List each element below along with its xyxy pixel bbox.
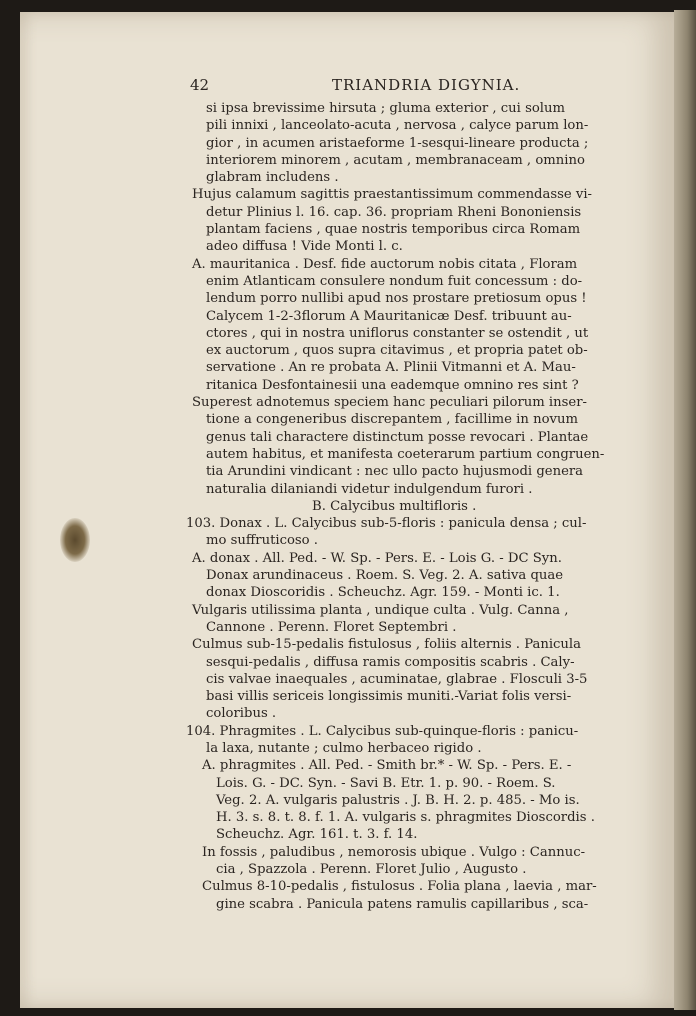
text-line: adeo diffusa ! Vide Monti l. c.	[206, 239, 403, 255]
text-line: Donax arundinaceus . Roem. S. Veg. 2. A. sativa quae	[206, 568, 564, 584]
text-line: ritanica Desfontainesii una eademque omnino res sint ?	[206, 377, 579, 393]
text-line: B. Calycibus multifloris .	[312, 498, 477, 514]
text-line: gine scabra . Panicula patens ramulis capillaribus , sca-	[216, 896, 589, 912]
text-line: mo suffruticoso .	[206, 533, 318, 549]
text-line: sesqui-pedalis , diffusa ramis compositis scabris . Caly-	[206, 654, 575, 670]
text-line: Culmus sub-15-pedalis fistulosus , foliis alternis . Panicula	[192, 637, 582, 653]
text-line: coloribus .	[206, 706, 277, 722]
page-number: 42	[190, 76, 210, 94]
text-line: 103. Donax . L. Calycibus sub-5-floris : panicula densa ; cul-	[186, 516, 587, 532]
text-line: A. donax . All. Ped. - W. Sp. - Pers. E. - Lois G. - DC Syn.	[192, 550, 562, 566]
text-line: la laxa, nutante ; culmo herbaceo rigido .	[206, 740, 482, 756]
text-line: H. 3. s. 8. t. 8. f. 1. A. vulgaris s. phragmites Dioscordis .	[216, 810, 595, 826]
ink-stain	[60, 518, 90, 562]
text-line: Scheuchz. Agr. 161. t. 3. f. 14.	[216, 827, 418, 843]
page-header	[186, 76, 638, 96]
text-line: Veg. 2. A. vulgaris palustris . J. B. H. 2. p. 485. - Mo is.	[216, 792, 580, 808]
text-line: Calycem 1-2-3florum A Mauritanicæ Desf. tribuunt au-	[206, 308, 572, 324]
text-line: A. phragmites . All. Ped. - Smith br.* - W. Sp. - Pers. E. -	[202, 758, 572, 774]
text-line: enim Atlanticam consulere nondum fuit concessum : do-	[206, 273, 583, 289]
text-line: genus tali charactere distinctum posse revocari . Plantae	[206, 429, 589, 445]
text-line: Lois. G. - DC. Syn. - Savi B. Etr. 1. p. 90. - Roem. S.	[216, 775, 556, 791]
text-line: Vulgaris utilissima planta , undique culta . Vulg. Canna ,	[192, 602, 569, 618]
text-line: gior , in acumen aristaeforme 1-sesqui-lineare producta ;	[206, 135, 589, 151]
page-edge	[674, 10, 696, 1010]
text-line: A. mauritanica . Desf. fide auctorum nobis citata , Floram	[192, 256, 578, 272]
text-line: tia Arundini vindicant : nec ullo pacto hujusmodi genera	[206, 464, 584, 480]
text-line: pili innixi , lanceolato-acuta , nervosa , calyce parum lon-	[206, 118, 589, 134]
text-line: donax Dioscoridis . Scheuchz. Agr. 159. - Monti ic. 1.	[206, 585, 560, 601]
text-line: 104. Phragmites . L. Calycibus sub-quinque-floris : panicu-	[186, 723, 579, 739]
text-line: Cannone . Perenn. Floret Septembri .	[206, 619, 457, 635]
text-line: tione a congeneribus discrepantem , facillime in novum	[206, 412, 578, 428]
text-line: cia , Spazzola . Perenn. Floret Julio , Augusto .	[216, 862, 527, 878]
text-line: Culmus 8-10-pedalis , fistulosus . Folia plana , laevia , mar-	[202, 879, 597, 895]
text-line: detur Plinius l. 16. cap. 36. propriam Rheni Bononiensis	[206, 204, 582, 220]
text-line: si ipsa brevissime hirsuta ; gluma exterior , cui solum	[206, 101, 566, 116]
text-line: glabram includens .	[206, 170, 339, 186]
text-line: Hujus calamum sagittis praestantissimum commendasse vi-	[192, 187, 593, 203]
text-line: Superest adnotemus speciem hanc peculiari pilorum inser-	[192, 395, 587, 411]
text-line: servatione . An re probata A. Plinii Vitmanni et A. Mau-	[206, 360, 576, 376]
text-line: naturalia dilaniandi videtur indulgendum furori .	[206, 481, 533, 497]
text-line: plantam faciens , quae nostris temporibus circa Romam	[206, 222, 581, 238]
text-line: autem habitus, et manifesta coeterarum partium congruen-	[206, 446, 605, 462]
text-block	[186, 100, 638, 913]
text-line: In fossis , paludibus , nemorosis ubique . Vulgo : Cannuc-	[202, 844, 586, 860]
text-line: cis valvae inaequales , acuminatae, glabrae . Flosculi 3-5	[206, 671, 588, 687]
text-line: ex auctorum , quos supra citavimus , et propria patet ob-	[206, 343, 588, 359]
text-line: interiorem minorem , acutam , membranaceam , omnino	[206, 152, 585, 168]
text-line: basi villis sericeis longissimis muniti.-Variat folis versi-	[206, 689, 572, 705]
text-line: ctores , qui in nostra uniflorus constanter se ostendit , ut	[206, 325, 589, 341]
running-title: TRIANDRIA DIGYNIA.	[332, 76, 521, 94]
text-line: lendum porro nullibi apud nos prostare pretiosum opus !	[206, 291, 587, 307]
